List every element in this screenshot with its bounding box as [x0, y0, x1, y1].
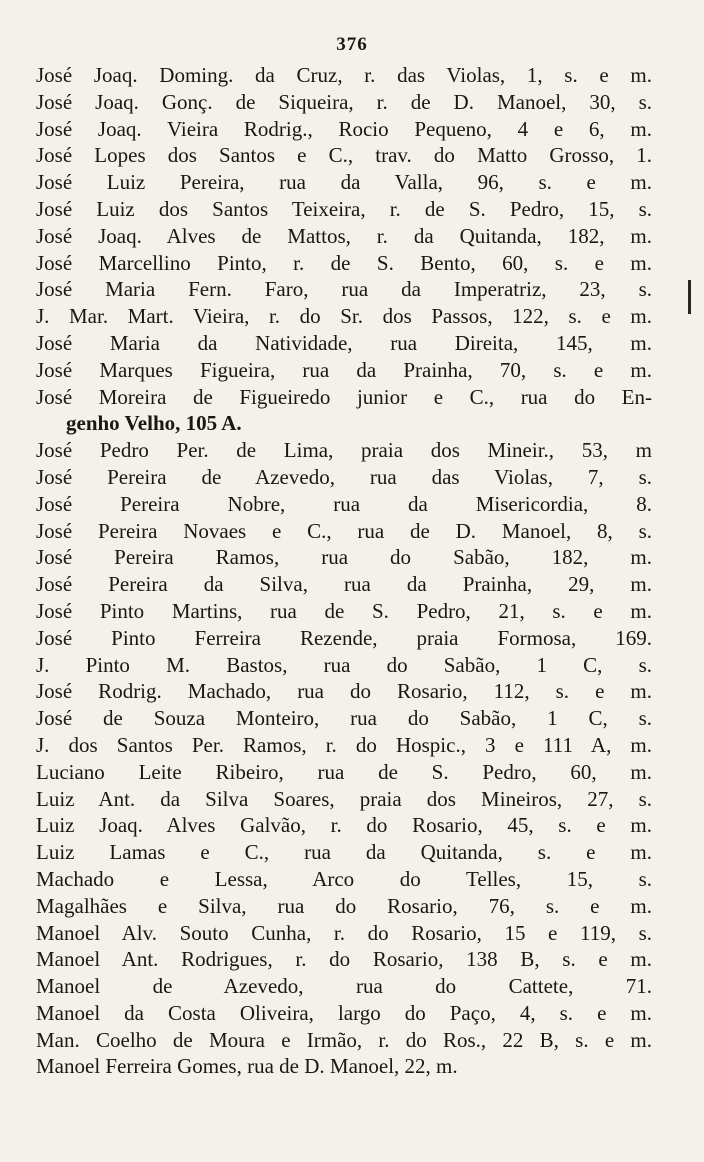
- directory-entry: José Moreira de Figueiredo junior e C., rua do En-: [36, 384, 652, 409]
- directory-entry: Luiz Joaq. Alves Galvão, r. do Rosario, 45, s. e m.: [36, 813, 652, 838]
- directory-entry: José Maria da Natividade, rua Direita, 145, m.: [36, 330, 652, 355]
- directory-entry: José Marcellino Pinto, r. de S. Bento, 60, s. e m.: [36, 250, 652, 275]
- directory-entry: José Rodrig. Machado, rua do Rosario, 112, s. e m.: [36, 679, 652, 704]
- directory-entry: José Maria Fern. Faro, rua da Imperatriz, 23, s.: [36, 277, 652, 302]
- directory-entry: José Pereira Nobre, rua da Misericordia, 8.: [36, 491, 652, 516]
- directory-entry: Machado e Lessa, Arco do Telles, 15, s.: [36, 866, 652, 891]
- page-number: 376: [336, 34, 368, 55]
- directory-entry-continuation: genho Velho, 105 A.: [66, 411, 242, 436]
- directory-entry: José Pinto Martins, rua de S. Pedro, 21, s. e m.: [36, 598, 652, 623]
- directory-entry: Manoel da Costa Oliveira, largo do Paço, 4, s. e m.: [36, 1000, 652, 1025]
- directory-entry: Manoel de Azevedo, rua do Cattete, 71.: [36, 974, 652, 999]
- directory-entry: J. Pinto M. Bastos, rua do Sabão, 1 C, s.: [36, 652, 652, 677]
- directory-entry: José Pereira Novaes e C., rua de D. Manoel, 8, s.: [36, 518, 652, 543]
- directory-entry: J. Mar. Mart. Vieira, r. do Sr. dos Passos, 122, s. e m.: [36, 304, 652, 329]
- directory-entry: Manoel Ferreira Gomes, rua de D. Manoel, 22, m.: [36, 1054, 458, 1079]
- directory-list: [36, 62, 652, 1080]
- margin-ink-mark: [688, 280, 691, 314]
- directory-entry: Manoel Alv. Souto Cunha, r. do Rosario, 15 e 119, s.: [36, 920, 652, 945]
- directory-entry: José Pereira da Silva, rua da Prainha, 29, m.: [36, 572, 652, 597]
- directory-entry: José Joaq. Gonç. de Siqueira, r. de D. Manoel, 30, s.: [36, 89, 652, 114]
- directory-entry: Luciano Leite Ribeiro, rua de S. Pedro, 60, m.: [36, 759, 652, 784]
- directory-entry: J. dos Santos Per. Ramos, r. do Hospic., 3 e 111 A, m.: [36, 732, 652, 757]
- directory-entry: Man. Coelho de Moura e Irmão, r. do Ros., 22 B, s. e m.: [36, 1027, 652, 1052]
- directory-entry: Magalhães e Silva, rua do Rosario, 76, s. e m.: [36, 893, 652, 918]
- directory-entry: José Pedro Per. de Lima, praia dos Mineir., 53, m: [36, 438, 652, 463]
- directory-entry: Luiz Lamas e C., rua da Quitanda, s. e m.: [36, 840, 652, 865]
- directory-entry: Luiz Ant. da Silva Soares, praia dos Mineiros, 27, s.: [36, 786, 652, 811]
- directory-entry: José Pereira Ramos, rua do Sabão, 182, m.: [36, 545, 652, 570]
- directory-entry: Manoel Ant. Rodrigues, r. do Rosario, 138 B, s. e m.: [36, 947, 652, 972]
- directory-entry: José Pinto Ferreira Rezende, praia Formosa, 169.: [36, 625, 652, 650]
- directory-entry: José Joaq. Doming. da Cruz, r. das Violas, 1, s. e m.: [36, 63, 652, 87]
- directory-entry: José Marques Figueira, rua da Prainha, 70, s. e m.: [36, 357, 652, 382]
- directory-entry: José Lopes dos Santos e C., trav. do Matto Grosso, 1.: [36, 143, 652, 168]
- directory-entry: José de Souza Monteiro, rua do Sabão, 1 C, s.: [36, 706, 652, 731]
- directory-entry: José Pereira de Azevedo, rua das Violas, 7, s.: [36, 464, 652, 489]
- directory-entry: José Joaq. Alves de Mattos, r. da Quitanda, 182, m.: [36, 223, 652, 248]
- directory-entry: José Luiz dos Santos Teixeira, r. de S. Pedro, 15, s.: [36, 196, 652, 221]
- directory-entry: José Luiz Pereira, rua da Valla, 96, s. e m.: [36, 170, 652, 195]
- directory-entry: José Joaq. Vieira Rodrig., Rocio Pequeno, 4 e 6, m.: [36, 116, 652, 141]
